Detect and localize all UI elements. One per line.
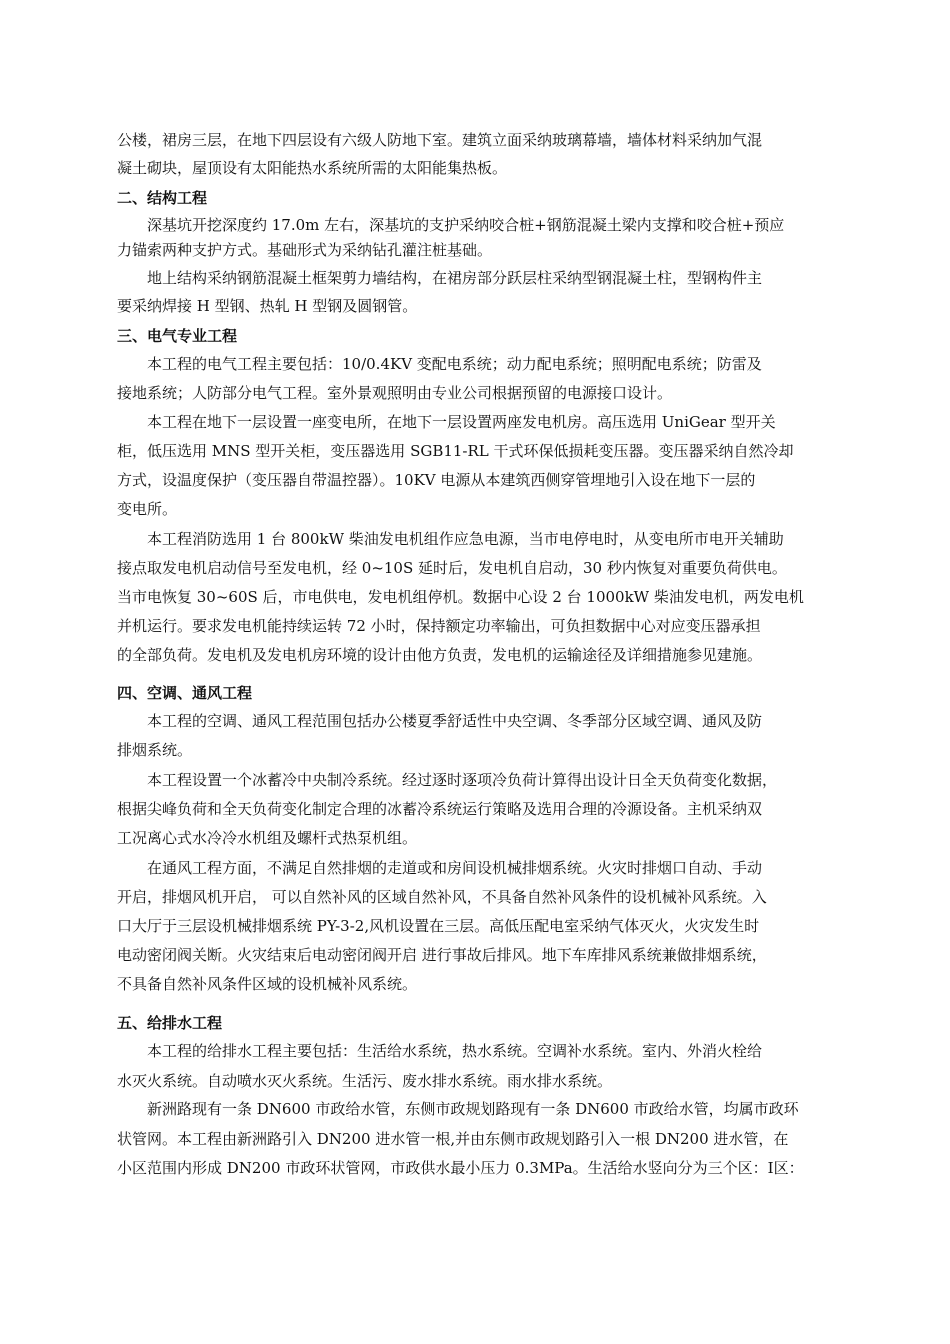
- paragraph-line: 根据尖峰负荷和全天负荷变化制定合理的冰蓄冷系统运行策略及选用合理的冷源设备。主机采纳双: [117, 800, 763, 818]
- paragraph-line: 柜，低压选用 MNS 型开关柜，变压器选用 SGB11-RL 干式环保低损耗变压器。变压器采纳自然冷却: [117, 442, 794, 460]
- paragraph-line: 水灭火系统。自动喷水灭火系统。生活污、废水排水系统。雨水排水系统。: [117, 1072, 613, 1090]
- section-heading: 二、结构工程: [117, 189, 208, 207]
- paragraph-line: 凝土砌块，屋顶设有太阳能热水系统所需的太阳能集热板。: [117, 159, 508, 177]
- paragraph-line: 开启，排烟风机开启， 可以自然补风的区域自然补风，不具备自然补风条件的设机械补风系统。入: [117, 888, 767, 906]
- paragraph-line: 当市电恢复 30~60S 后，市电供电，发电机组停机。数据中心设 2 台 1000kW 柴油发电机，两发电机: [117, 588, 804, 606]
- paragraph-line: 新洲路现有一条 DN600 市政给水管，东侧市政规划路现有一条 DN600 市政给水管，均属市政环: [147, 1100, 799, 1118]
- paragraph-line: 状管网。本工程由新洲路引入 DN200 进水管一根,并由东侧市政规划路引入一根 DN200 进水管，在: [117, 1130, 789, 1148]
- section-heading: 三、电气专业工程: [117, 327, 238, 345]
- paragraph-line: 电动密闭阀关断。火灾结束后电动密闭阀开启 进行事故后排风。地下车库排风系统兼做排烟系统，: [117, 946, 767, 964]
- paragraph-line: 变电所。: [117, 500, 178, 518]
- paragraph-line: 本工程的给排水工程主要包括：生活给水系统，热水系统。空调补水系统。室内、外消火栓给: [147, 1042, 763, 1060]
- paragraph-line: 公楼，裙房三层，在地下四层设有六级人防地下室。建筑立面采纳玻璃幕墙，墙体材料采纳加气混: [117, 131, 763, 149]
- paragraph-line: 在通风工程方面，不满足自然排烟的走道或和房间设机械排烟系统。火灾时排烟口自动、手动: [147, 859, 763, 877]
- paragraph-line: 地上结构采纳钢筋混凝土框架剪力墙结构，在裙房部分跃层柱采纳型钢混凝土柱，型钢构件主: [147, 269, 763, 287]
- paragraph-line: 接地系统；人防部分电气工程。室外景观照明由专业公司根据预留的电源接口设计。: [117, 384, 673, 402]
- paragraph-line: 排烟系统。: [117, 741, 193, 759]
- paragraph-line: 本工程的空调、通风工程范围包括办公楼夏季舒适性中央空调、冬季部分区域空调、通风及防: [147, 712, 763, 730]
- paragraph-line: 并机运行。要求发电机能持续运转 72 小时，保持额定功率输出，可负担数据中心对应变压器承担: [117, 617, 761, 635]
- paragraph-line: 方式，设温度保护（变压器自带温控器）。10KV 电源从本建筑西侧穿管埋地引入设在地下一层的: [117, 471, 756, 489]
- paragraph-line: 要采纳焊接 H 型钢、热轧 H 型钢及圆钢管。: [117, 297, 418, 315]
- paragraph-line: 口大厅于三层设机械排烟系统 PY-3-2,风机设置在三层。高低压配电室采纳气体灭火，火灾发生时: [117, 917, 760, 935]
- section-heading: 四、空调、通风工程: [117, 684, 253, 702]
- paragraph-line: 本工程的电气工程主要包括：10/0.4KV 变配电系统；动力配电系统；照明配电系统；防雷及: [147, 355, 762, 373]
- paragraph-line: 本工程设置一个冰蓄冷中央制冷系统。经过逐时逐项冷负荷计算得出设计日全天负荷变化数据，: [147, 771, 778, 789]
- paragraph-line: 工况离心式水冷冷水机组及螺杆式热泵机组。: [117, 829, 418, 847]
- paragraph-line: 深基坑开挖深度约 17.0m 左右，深基坑的支护采纳咬合桩+钢筋混凝土梁内支撑和咬合桩+预应: [147, 216, 785, 234]
- paragraph-line: 力锚索两种支护方式。基础形式为采纳钻孔灌注桩基础。: [117, 241, 493, 259]
- paragraph-line: 不具备自然补风条件区域的设机械补风系统。: [117, 975, 418, 993]
- paragraph-line: 小区范围内形成 DN200 市政环状管网，市政供水最小压力 0.3MPa。生活给水竖向分为三个区：Ⅰ区：: [117, 1159, 804, 1177]
- paragraph-line: 本工程在地下一层设置一座变电所，在地下一层设置两座发电机房。高压选用 UniGear 型开关: [147, 413, 776, 431]
- paragraph-line: 接点取发电机启动信号至发电机，经 0~10S 延时后，发电机自启动，30 秒内恢复对重要负荷供电。: [117, 559, 787, 577]
- section-heading: 五、给排水工程: [117, 1014, 223, 1032]
- paragraph-line: 的全部负荷。发电机及发电机房环境的设计由他方负责，发电机的运输途径及详细措施参见建施。: [117, 646, 763, 664]
- paragraph-line: 本工程消防选用 1 台 800kW 柴油发电机组作应急电源，当市电停电时，从变电所市电开关辅助: [147, 530, 784, 548]
